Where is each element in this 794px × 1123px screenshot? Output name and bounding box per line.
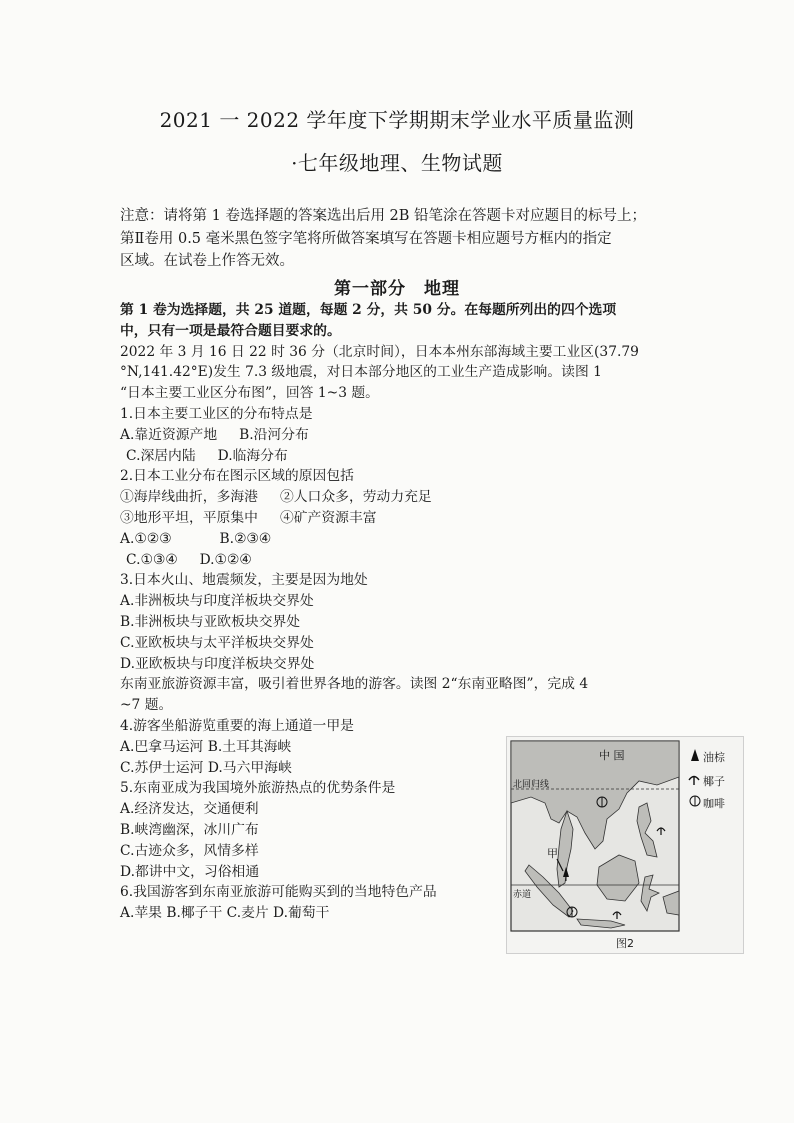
legend-coffee-icon bbox=[690, 796, 700, 806]
exam-title: 2021 一 2022 学年度下学期期末学业水平质量监测 bbox=[159, 108, 635, 132]
exam-subtitle: ·七年级地理、生物试题 bbox=[291, 151, 503, 175]
notice-block bbox=[120, 205, 690, 273]
option-b: B.②③④ bbox=[219, 530, 272, 547]
option-c: C.古迹众多，风情多样 bbox=[120, 842, 259, 859]
notice-line: 区域。在试卷上作答无效。 bbox=[120, 253, 294, 269]
passage-line: “日本主要工业区分布图”，回答 1~3 题。 bbox=[120, 385, 379, 402]
option-d: D.①②④ bbox=[199, 551, 252, 568]
legend-oil-palm: 油棕 bbox=[703, 751, 725, 764]
question-options bbox=[120, 425, 680, 446]
intro-line: 第 1 卷为选择题，共 25 道题，每题 2 分，共 50 分。在每题所列出的四个选项 bbox=[120, 302, 617, 318]
question-stem: 1.日本主要工业区的分布特点是 bbox=[120, 405, 313, 422]
option-a: A.非洲板块与印度洋板块交界处 bbox=[120, 593, 314, 610]
question-options bbox=[120, 446, 680, 467]
option-a: A.①②③ bbox=[120, 530, 172, 547]
option-c: C.亚欧板块与太平洋板块交界处 bbox=[120, 634, 314, 651]
option-c: C.深居内陆 bbox=[126, 447, 196, 464]
legend-oil-palm-icon bbox=[691, 749, 699, 761]
passage-line: 东南亚旅游资源丰富，吸引着世界各地的游客。读图 2“东南亚略图”，完成 4 bbox=[120, 676, 589, 693]
passage-line: °N,141.42°E)发生 7.3 级地震，对日本部分地区的工业生产造成影响。读图 1 bbox=[120, 364, 602, 381]
intro-line: 中，只有一项是最符合题目要求的。 bbox=[120, 322, 341, 339]
label-jia: 甲 bbox=[547, 847, 558, 860]
option-a: A.经济发达，交通便利 bbox=[120, 801, 259, 818]
option-d: D.亚欧板块与印度洋板块交界处 bbox=[120, 655, 315, 672]
notice-line: 注意：请将第 1 卷选择题的答案选出后用 2B 铅笔涂在答题卡对应题目的标号上； bbox=[120, 208, 647, 224]
option-d: D.都讲中文，习俗相通 bbox=[120, 863, 260, 880]
statement-4: ④矿产资源丰富 bbox=[279, 509, 377, 526]
question-stem: 3.日本火山、地震频发，主要是因为地处 bbox=[120, 572, 368, 589]
option-a: A.靠近资源产地 bbox=[120, 426, 218, 443]
option-b: B.沿河分布 bbox=[239, 426, 309, 443]
legend-coffee: 咖啡 bbox=[703, 797, 725, 810]
question-options bbox=[120, 529, 680, 550]
option-c: C.①③④ bbox=[126, 551, 178, 568]
passage-line: 2022 年 3 月 16 日 22 时 36 分（北京时间），日本本州东部海域主要工业区(37.79 bbox=[120, 343, 639, 360]
statement-row bbox=[120, 487, 680, 508]
label-equator: 赤道 bbox=[513, 890, 532, 900]
figure-caption: 图2 bbox=[616, 937, 634, 950]
statement-1: ①海岸线曲折，多海港 bbox=[120, 489, 258, 506]
section-title: 第一部分 地理 bbox=[334, 279, 460, 299]
passage-line: ~7 题。 bbox=[120, 697, 173, 714]
statement-row bbox=[120, 508, 680, 529]
question-stem: 5.东南亚成为我国境外旅游热点的优势条件是 bbox=[120, 780, 396, 797]
statement-3: ③地形平坦，平原集中 bbox=[120, 509, 258, 526]
map-drawing bbox=[507, 737, 743, 953]
label-china: 中 国 bbox=[599, 749, 625, 762]
question-options: A.巴拿马运河 B.土耳其海峡 bbox=[120, 738, 292, 755]
option-d: D.临海分布 bbox=[217, 447, 288, 464]
question-options: C.苏伊士运河 D.马六甲海峡 bbox=[120, 759, 292, 776]
question-options: A.苹果 B.椰子干 C.麦片 D.葡萄干 bbox=[120, 905, 330, 922]
question-stem: 4.游客坐船游览重要的海上通道一甲是 bbox=[120, 717, 354, 734]
option-b: B.非洲板块与亚欧板块交界处 bbox=[120, 613, 301, 630]
question-options bbox=[120, 550, 680, 571]
question-stem: 6.我国游客到东南亚旅游可能购买到的当地特色产品 bbox=[120, 884, 437, 901]
statement-2: ②人口众多，劳动力充足 bbox=[279, 489, 432, 506]
question-stem: 2.日本工业分布在图示区域的原因包括 bbox=[120, 468, 354, 485]
southeast-asia-map bbox=[506, 736, 744, 954]
notice-line: 第Ⅱ卷用 0.5 毫米黑色签字笔将所做答案填写在答题卡相应题号方框内的指定 bbox=[120, 230, 612, 247]
label-tropic-of-cancer: 北回归线 bbox=[513, 780, 550, 790]
legend-coconut-icon bbox=[689, 776, 699, 785]
legend-coconut: 椰子 bbox=[703, 775, 725, 788]
option-b: B.峡湾幽深，冰川广布 bbox=[120, 821, 259, 838]
